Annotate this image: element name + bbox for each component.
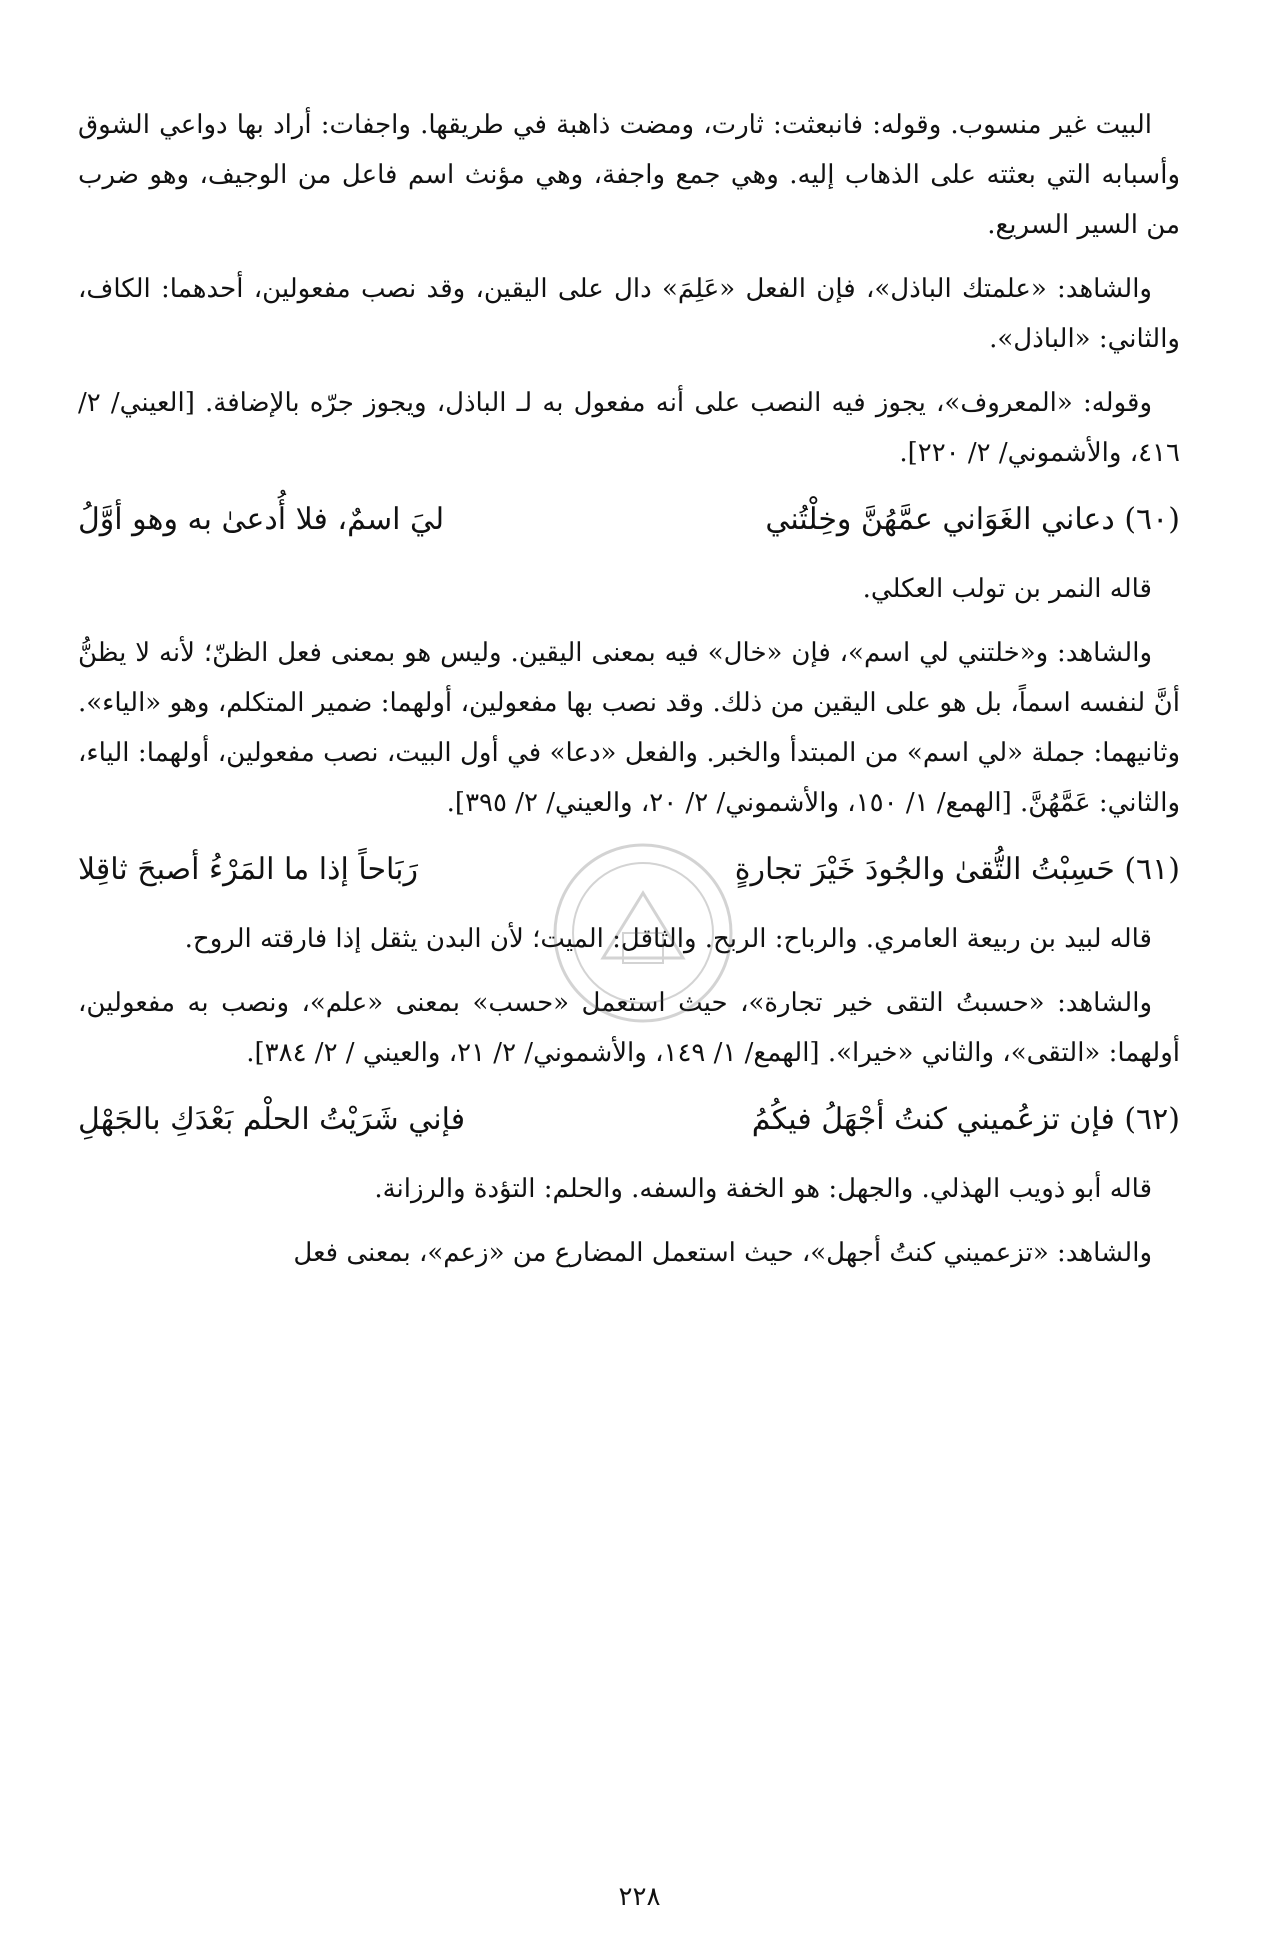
- paragraph: قاله أبو ذويب الهذلي. والجهل: هو الخفة والسفه. والحلم: التؤدة والرزانة.: [374, 1174, 1152, 1204]
- verse-hemistich-first: (٦٠) دعاني الغَوَاني عمَّهُنَّ وخِلْتُني: [765, 502, 1180, 537]
- paragraph: قاله لبيد بن ربيعة العامري. والرباح: الربح. والثاقل: الميت؛ لأن البدن يثقل إذا فارقته الروح.: [184, 924, 1152, 954]
- verse-hemistich-second: ليَ اسمٌ، فلا أُدعىٰ به وهو أوَّلُ: [78, 502, 445, 537]
- verse-line: [78, 1092, 1180, 1148]
- paragraph: والشاهد: و«خلتني لي اسم»، فإن «خال» فيه بمعنى اليقين. وليس هو بمعنى فعل الظنّ؛ لأنه لا يظنُّ أنَّ لنفسه اسماً، بل هو على اليقين من ذلك. وقد نصب بها مفعولين، أولهما: ضمير المتكلم، وهو «الياء». وثانيهما: جملة «لي اسم» من المبتدأ والخبر. والفعل «دعا» في أول البيت، نصب مفعولين، أولهما: الياء، والثاني: عَمَّهُنَّ. [الهمع/ ١/ ١٥٠، والأشموني/ ٢/ ٢٠، والعيني/ ٢/ ٣٩٥].: [78, 638, 1181, 818]
- verse-hemistich-first: (٦٢) فإن تزعُميني كنتُ أجْهَلُ فيكُمُ: [751, 1102, 1180, 1137]
- verse-hemistich-second: فإني شَرَيْتُ الحلْم بَعْدَكِ بالجَهْلِ: [78, 1102, 466, 1137]
- paragraph: والشاهد: «تزعميني كنتُ أجهل»، حيث استعمل المضارع من «زعم»، بمعنى فعل: [293, 1238, 1152, 1268]
- paragraph: قاله النمر بن تولب العكلي.: [862, 574, 1152, 604]
- paragraph: والشاهد: «حسبتُ التقى خير تجارة»، حيث استعمل «حسب» بمعنى «علم»، ونصب به مفعولين، أولهما: «التقى»، والثاني «خيرا». [الهمع/ ١/ ١٤٩، والأشموني/ ٢/ ٢١، والعيني / ٢/ ٣٨٤].: [78, 988, 1180, 1068]
- paragraph: وقوله: «المعروف»، يجوز فيه النصب على أنه مفعول به لـ الباذل، ويجوز جرّه بالإضافة. [العيني/ ٢/ ٤١٦، والأشموني/ ٢/ ٢٢٠].: [78, 388, 1180, 468]
- paragraph: البيت غير منسوب. وقوله: فانبعثت: ثارت، ومضت ذاهبة في طريقها. واجفات: أراد بها دواعي الشوق وأسبابه التي بعثته على الذهاب إليه. وهي جمع واجفة، وهي مؤنث اسم فاعل من الوجيف، وهو ضرب من السير السريع.: [78, 110, 1180, 240]
- page-number: ٢٢٨: [618, 1882, 661, 1912]
- verse-line: [78, 492, 1180, 548]
- seal-watermark-icon: [548, 838, 738, 1028]
- verse-hemistich-second: رَبَاحاً إذا ما المَرْءُ أصبحَ ثاقِلا: [78, 852, 419, 887]
- page-content: [78, 100, 1180, 1292]
- verse-hemistich-first: (٦١) حَسِبْتُ التُّقىٰ والجُودَ خَيْرَ تجارةٍ: [734, 852, 1180, 887]
- paragraph: والشاهد: «علمتك الباذل»، فإن الفعل «عَلِمَ» دال على اليقين، وقد نصب مفعولين، أحدهما: الكاف، والثاني: «الباذل».: [78, 274, 1180, 354]
